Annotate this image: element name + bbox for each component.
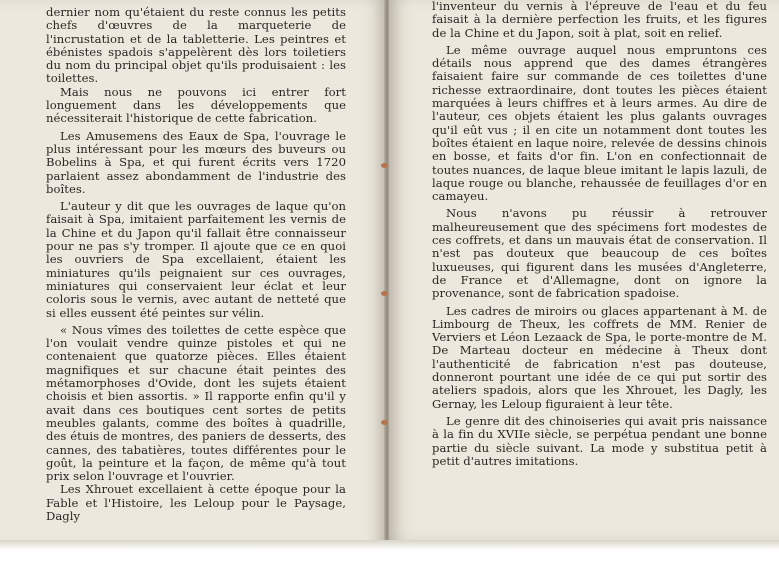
left-paragraph-3: Les Amusemens des Eaux de Spa, l'ouvrage le plus intéressant pour les mœurs des buveurs ou Bobelins à Spa, et qui furent écrits vers 1720 parlaient assez abondamment de l'industrie des boîtes. [46,128,346,196]
right-paragraph-4: Les cadres de miroirs ou glaces appartenant à M. de Limbourg de Theux, les coffrets de MM. Renier de Verviers et Léon Lezaack de Spa, le porte-montre de M. De Marteau docteur en médecine à Theux dont l'authenticité de fabrication n'est pas douteuse, donneront pourtant une idée de ce qui put sortir des ateliers spadois, alors que les Xhrouet, les Dagly, les Gernay, les Leloup figuraient à leur tête. [432,303,767,411]
right-paragraph-2: Le même ouvrage auquel nous empruntons ces détails nous apprend que des dames étrangères faisaient faire sur commande de ces toilettes d'une richesse extraordinaire, dont toutes les pièces étaient marquées à leurs chiffres et à leurs armes. Au dire de l'auteur, ces objets étaient les plus galants ouvrages qu'il eût vus ; il en cite un notamment dont toutes les boîtes étaient en laque noire, relevée de dessins chinois en bosse, et faits d'or fin. L'on en confectionnait de toutes nuances, de laque bleue imitant le lapis lazuli, de laque rouge ou blanche, rehaussée de feuillages d'or en camayeu. [432,42,767,204]
left-paragraph-1: dernier nom qu'étaient du reste connus les petits chefs d'œuvres de la marqueterie de l'incrustation et de la tabletterie. Les peintres et ébénistes spadois s'appelèrent dès lors toiletiers du nom du principal objet qu'ils produisaient : les toilettes. [46,5,346,86]
right-paragraph-1: l'inventeur du vernis à l'épreuve de l'eau et du feu faisait à la dernière perfection les fruits, et les figures de la Chine et du Japon, soit à plat, soit en relief. [432,0,767,40]
left-paragraph-5: « Nous vîmes des toilettes de cette espèce que l'on voulait vendre quinze pistoles et qui ne contenaient que quatorze pièces. Elles étaient magnifiques et sur chacune était peintes des métamorphoses d'Ovide, dont les sujets étaient choisis et bien assortis. » Il rapporte enfin qu'il y avait dans ces boutiques cent sortes de petits meubles galants, comme des boîtes à quadrille, des étuis de montres, des paniers de desserts, des cannes, des tabatières, toutes différentes pour le goût, la peinture et la façon, de même qu'à tout prix selon l'ouvrage et l'ouvrier. [46,322,346,484]
binding-stitch [381,163,388,168]
left-paragraph-6: Les Xhrouet excellaient à cette époque pour la Fable et l'Histoire, les Leloup pour le Paysage, Dagly [46,482,346,523]
left-paragraph-4: L'auteur y dit que les ouvrages de laque qu'on faisait à Spa, imitaient parfaitement les vernis de la Chine et du Japon qu'il fallait être connaisseur pour ne pas s'y tromper. Il ajoute que ce en quoi les ouvriers de Spa excellaient, étaient les miniatures qu'ils peignaient sur ces ouvrages, miniatures qui conservaient leur éclat et leur coloris sous le vernis, avec autant de netteté que si elles eussent été peintes sur vélin. [46,199,346,320]
page-shadow [0,540,779,550]
binding-stitch [381,291,388,296]
right-paragraph-5: Le genre dit des chinoiseries qui avait pris naissance à la fin du XVIIe siècle, se perpétua pendant une bonne partie du siècle suivant. La mode y substitua petit à petit d'autres imitations. [432,413,767,468]
right-paragraph-3: Nous n'avons pu réussir à retrouver malheureusement que des spécimens fort modestes de ces coffrets, et dans un mauvais état de conservation. Il n'est pas douteux que beaucoup de ces boîtes luxueuses, qui figurent dans les musées d'Angleterre, de France et d'Allemagne, dont on ignore la provenance, sont de fabrication spadoise. [432,206,767,301]
binding-stitch [381,420,388,425]
left-paragraph-2: Mais nous ne pouvons ici entrer fort longuement dans les développements que nécessiterait l'historique de cette fabrication. [46,84,346,126]
right-page [389,0,779,540]
left-page [0,0,386,548]
